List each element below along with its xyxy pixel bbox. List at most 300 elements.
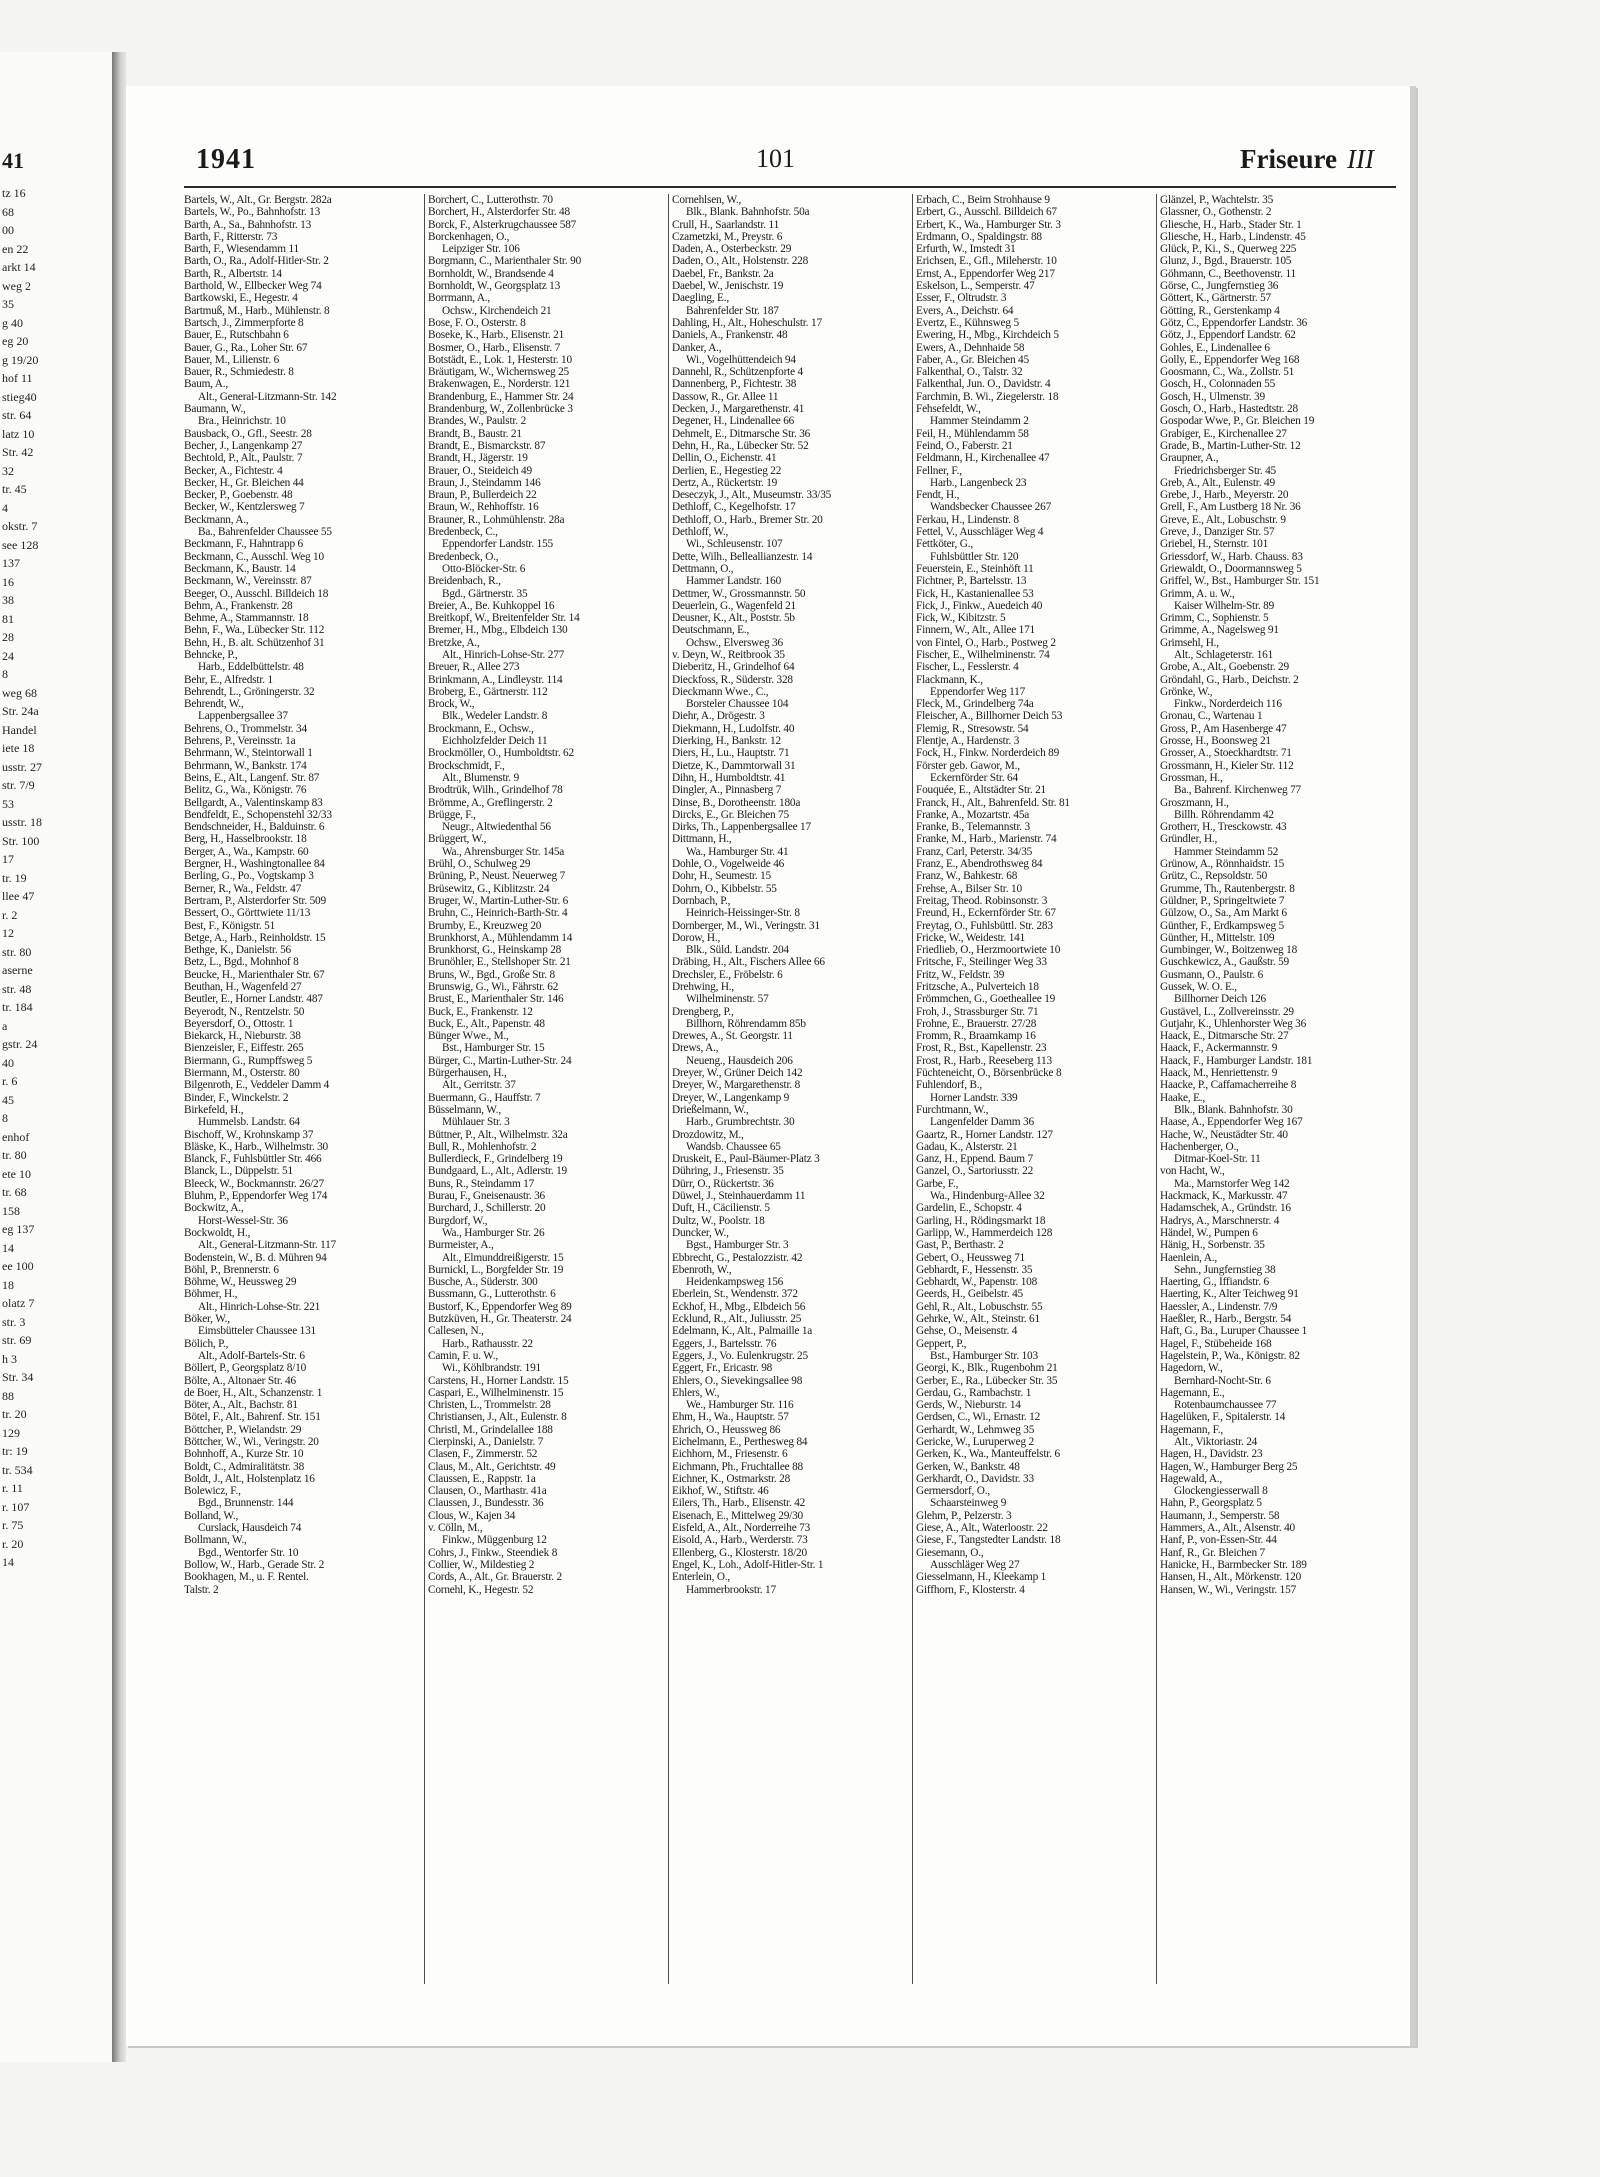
directory-entry: Ewers, A., Dehnhaide 58 bbox=[916, 341, 1025, 354]
directory-entry: Händel, W., Pumpen 6 bbox=[1160, 1226, 1258, 1239]
directory-entry: Blk., Blank. Bahnhofstr. 50a bbox=[686, 206, 810, 219]
directory-entry: Dreyer, W., Langenkamp 9 bbox=[672, 1091, 790, 1104]
directory-entry: Günther, H., Mittelstr. 109 bbox=[1160, 931, 1275, 944]
directory-entry: Dahling, H., Alt., Hoheschulstr. 17 bbox=[672, 316, 822, 329]
left-page-line: r. 11 bbox=[2, 1481, 23, 1495]
directory-entry: Bornholdt, W., Brandsende 4 bbox=[428, 267, 554, 280]
directory-entry: Haack, E., Ditmarsche Str. 27 bbox=[1160, 1030, 1289, 1043]
left-page-line: latz 10 bbox=[2, 426, 35, 441]
directory-entry: Wa., Hamburger Str. 26 bbox=[442, 1226, 545, 1239]
directory-entry: Gründler, H., bbox=[1160, 833, 1218, 846]
directory-entry: Grütz, C., Repsoldstr. 50 bbox=[1160, 870, 1268, 883]
left-page-line: ee 100 bbox=[2, 1259, 34, 1273]
directory-entry: Grossmann, H., Kieler Str. 112 bbox=[1160, 759, 1294, 772]
directory-entry: Brüggert, W., bbox=[428, 833, 487, 846]
directory-entry: Alt., Gerritstr. 37 bbox=[442, 1079, 516, 1092]
directory-entry: Hummelsb. Landstr. 64 bbox=[198, 1116, 300, 1129]
directory-entry: Bustorf, K., Eppendorfer Weg 89 bbox=[428, 1300, 572, 1313]
left-page-line: weg 68 bbox=[2, 685, 37, 700]
directory-entry: Giese, F., Tangstedter Landstr. 18 bbox=[916, 1534, 1061, 1547]
directory-entry: Daebel, Fr., Bankstr. 2a bbox=[672, 267, 774, 280]
directory-entry: Kaiser Wilhelm-Str. 89 bbox=[1174, 599, 1275, 612]
directory-entry: Haft, G., Ba., Luruper Chaussee 1 bbox=[1160, 1325, 1308, 1338]
left-page-line: Str. 42 bbox=[2, 445, 34, 459]
directory-entry: Wilhelminenstr. 57 bbox=[686, 993, 769, 1006]
directory-entry: Hagelüken, F., Spitalerstr. 14 bbox=[1160, 1411, 1286, 1424]
directory-entry: Diekmann, H., Ludolfstr. 40 bbox=[672, 722, 795, 735]
directory-entry: Friedlieb, O., Herzmoortwiete 10 bbox=[916, 944, 1061, 957]
directory-entry: Busche, A., Süderstr. 300 bbox=[428, 1276, 538, 1289]
directory-entry: Bst., Hamburger Str. 15 bbox=[442, 1042, 545, 1055]
directory-entry: Drechsler, E., Fröbelstr. 6 bbox=[672, 968, 783, 981]
directory-entry: Gehse, O., Meisenstr. 4 bbox=[916, 1325, 1018, 1338]
directory-entry: Franz, E., Abendrothsweg 84 bbox=[916, 858, 1043, 871]
directory-entry: Ehlers, W., bbox=[672, 1386, 720, 1399]
directory-entry: Finkw., Norderdeich 116 bbox=[1174, 698, 1282, 711]
directory-entry: Gardelin, E., Schopstr. 4 bbox=[916, 1202, 1022, 1215]
directory-entry: Brauner, R., Lohmühlenstr. 28a bbox=[428, 513, 565, 526]
directory-entry: Boldt, J., Alt., Holstenplatz 16 bbox=[184, 1472, 315, 1485]
directory-entry: Finnern, W., Alt., Allee 171 bbox=[916, 624, 1035, 637]
column-divider bbox=[1156, 194, 1157, 1984]
directory-entry: Wi., Schleusenstr. 107 bbox=[686, 538, 783, 551]
directory-entry: Neugr., Altwiedenthal 56 bbox=[442, 821, 551, 834]
directory-entry: Dreyer, W., Margarethenstr. 8 bbox=[672, 1079, 801, 1092]
directory-entry: Baumann, W., bbox=[184, 403, 246, 416]
directory-entry: Ma., Marnstorfer Weg 142 bbox=[1174, 1177, 1290, 1190]
directory-entry: Freytag, O., Fuhlsbüttl. Str. 283 bbox=[916, 919, 1053, 932]
directory-entry: Curslack, Hausdeich 74 bbox=[198, 1522, 302, 1535]
directory-entry: Franke, B., Telemannstr. 3 bbox=[916, 821, 1030, 834]
directory-entry: Barth, R., Albertstr. 14 bbox=[184, 267, 282, 280]
directory-entry: Drewes, A., St. Georgstr. 11 bbox=[672, 1030, 793, 1043]
directory-entry: Gliesche, H., Harb., Stader Str. 1 bbox=[1160, 218, 1302, 231]
directory-entry: Büsselmann, W., bbox=[428, 1103, 501, 1116]
directory-entry: Bertram, P., Alsterdorfer Str. 509 bbox=[184, 894, 326, 907]
directory-entry: Best, F., Königstr. 51 bbox=[184, 919, 276, 932]
left-page-line: olatz 7 bbox=[2, 1296, 35, 1310]
left-page-line: ete 10 bbox=[2, 1166, 31, 1181]
directory-entry: Bgd., Wentorfer Str. 10 bbox=[198, 1546, 299, 1559]
directory-entry: Berg, H., Hasselbrookstr. 18 bbox=[184, 833, 307, 846]
directory-entry: v. Cölln, M., bbox=[428, 1522, 483, 1535]
directory-entry: Eilers, Th., Harb., Elisenstr. 42 bbox=[672, 1497, 806, 1510]
directory-entry: Hackmack, K., Markusstr. 47 bbox=[1160, 1190, 1288, 1203]
directory-entry: Franck, H., Alt., Bahrenfeld. Str. 81 bbox=[916, 796, 1070, 809]
left-page-line: 4 bbox=[2, 500, 8, 515]
directory-entry: Dieckfoss, R., Süderstr. 328 bbox=[672, 673, 793, 686]
directory-entry: Behrmann, W., Bankstr. 174 bbox=[184, 759, 307, 772]
directory-entry: Heidenkampsweg 156 bbox=[686, 1276, 784, 1289]
directory-entry: Flemig, R., Stresowstr. 54 bbox=[916, 722, 1029, 735]
directory-entry: Bosmer, O., Harb., Elisenstr. 7 bbox=[428, 341, 561, 354]
directory-entry: Camin, F. u. W., bbox=[428, 1349, 498, 1362]
directory-entry: Hammer Landstr. 160 bbox=[686, 575, 782, 588]
directory-entry: Böhmer, H., bbox=[184, 1288, 238, 1301]
directory-entry: Brunkhorst, G., Heinskamp 28 bbox=[428, 944, 562, 957]
directory-entry: Deuerlein, G., Wagenfeld 21 bbox=[672, 599, 796, 612]
left-page-line: 35 bbox=[2, 297, 14, 311]
left-page-line: okstr. 7 bbox=[2, 519, 38, 533]
directory-entry: Wa., Hindenburg-Allee 32 bbox=[930, 1190, 1045, 1203]
left-page-line: str. 64 bbox=[2, 408, 32, 422]
directory-entry: Garling, H., Rödingsmarkt 18 bbox=[916, 1214, 1046, 1227]
directory-entry: Dethloff, W., bbox=[672, 526, 729, 539]
directory-entry: Collier, W., Mildestieg 2 bbox=[428, 1558, 535, 1571]
directory-entry: Bst., Hamburger Str. 103 bbox=[930, 1349, 1038, 1362]
directory-entry: Barth, F., Ritterstr. 73 bbox=[184, 230, 278, 243]
directory-entry: Grosser, A., Stoeckhardtstr. 71 bbox=[1160, 747, 1292, 760]
directory-entry: Hagen, W., Hamburger Berg 25 bbox=[1160, 1460, 1298, 1473]
directory-entry: Brockschmidt, F., bbox=[428, 759, 505, 772]
directory-entry: Enterlein, O., bbox=[672, 1571, 731, 1584]
directory-entry: Grotherr, H., Tresckowstr. 43 bbox=[1160, 821, 1287, 834]
directory-entry: Gosch, O., Harb., Hastedtstr. 28 bbox=[1160, 403, 1298, 416]
left-page-line: 18 bbox=[2, 1277, 14, 1292]
directory-entry: Brauer, O., Steideich 49 bbox=[428, 464, 532, 477]
directory-entry: Grimsehl, H., bbox=[1160, 636, 1219, 649]
directory-entry: Eckernförder Str. 64 bbox=[930, 771, 1018, 784]
directory-entry: Fleck, M., Grindelberg 74a bbox=[916, 698, 1034, 711]
directory-entry: Gerken, W., Bankstr. 48 bbox=[916, 1460, 1020, 1473]
directory-entry: Groszmann, H., bbox=[1160, 796, 1229, 809]
directory-entry: Heinrich-Heissinger-Str. 8 bbox=[686, 907, 800, 920]
directory-entry: Frohne, E., Brauerstr. 27/28 bbox=[916, 1017, 1037, 1030]
directory-entry: Eggers, J., Vo. Eulenkrugstr. 25 bbox=[672, 1349, 808, 1362]
directory-entry: Dühring, J., Friesenstr. 35 bbox=[672, 1165, 784, 1178]
directory-entry: Dieberitz, H., Grindelhof 64 bbox=[672, 661, 795, 674]
directory-entry: Harb., Langenbeck 23 bbox=[930, 476, 1027, 489]
directory-entry: Giesselmann, H., Kleekamp 1 bbox=[916, 1571, 1047, 1584]
directory-entry: Wandsbecker Chaussee 267 bbox=[930, 501, 1052, 514]
directory-entry: Gosch, H., Colonnaden 55 bbox=[1160, 378, 1276, 391]
left-page-line: Handel bbox=[2, 722, 37, 737]
directory-entry: Bendschneider, H., Balduinstr. 6 bbox=[184, 821, 325, 834]
directory-entry: Daden, O., Alt., Holstenstr. 228 bbox=[672, 255, 809, 268]
directory-column-4 bbox=[916, 194, 1152, 1984]
directory-entry: Fromm, R., Braamkamp 16 bbox=[916, 1030, 1036, 1043]
directory-entry: Wi., Vogelhüttendeich 94 bbox=[686, 353, 796, 366]
directory-entry: Franke, M., Harb., Marienstr. 74 bbox=[916, 833, 1057, 846]
directory-entry: Beckmann, W., Vereinsstr. 87 bbox=[184, 575, 312, 588]
left-page-line: 8 bbox=[2, 1111, 8, 1125]
directory-entry: Daebel, W., Jenischstr. 19 bbox=[672, 280, 784, 293]
directory-entry: Beckmann, K., Baustr. 14 bbox=[184, 562, 296, 575]
directory-page bbox=[126, 86, 1416, 2046]
directory-entry: Alt., Schlageterstr. 161 bbox=[1174, 648, 1274, 661]
directory-entry: Dirks, Th., Lappenbergsallee 17 bbox=[672, 821, 811, 834]
directory-entry: Göttert, K., Gärtnerstr. 57 bbox=[1160, 292, 1271, 305]
directory-entry: Bornholdt, W., Georgsplatz 13 bbox=[428, 280, 561, 293]
directory-entry: Gutjahr, K., Uhlenhorster Weg 36 bbox=[1160, 1017, 1307, 1030]
directory-entry: Griffel, W., Bst., Hamburger Str. 151 bbox=[1160, 575, 1320, 588]
directory-entry: Gerds, W., Nieburstr. 14 bbox=[916, 1399, 1021, 1412]
directory-entry: Hagel, F., Stübeheide 168 bbox=[1160, 1337, 1272, 1350]
directory-entry: Gehrke, W., Alt., Steinstr. 61 bbox=[916, 1313, 1040, 1326]
directory-entry: Eimsbütteler Chaussee 131 bbox=[198, 1325, 316, 1338]
directory-entry: Bethge, K., Danielstr. 56 bbox=[184, 944, 292, 957]
directory-entry: Dultz, W., Poolstr. 18 bbox=[672, 1214, 765, 1227]
directory-entry: Dehn, H., Ra., Lübecker Str. 52 bbox=[672, 439, 809, 452]
directory-entry: Bötel, F., Alt., Bahrenf. Str. 151 bbox=[184, 1411, 321, 1424]
directory-entry: Dornbach, P., bbox=[672, 894, 731, 907]
directory-entry: Brandt, E., Bismarckstr. 87 bbox=[428, 439, 546, 452]
directory-entry: Beckmann, A., bbox=[184, 513, 249, 526]
directory-entry: Horst-Wessel-Str. 36 bbox=[198, 1214, 288, 1227]
left-page-fragment bbox=[0, 52, 114, 2062]
directory-entry: Bauer, E., Rutschbahn 6 bbox=[184, 329, 289, 342]
directory-entry: Gröndahl, G., Harb., Deichstr. 2 bbox=[1160, 673, 1299, 686]
directory-entry: Göhmann, C., Beethovenstr. 11 bbox=[1160, 267, 1296, 280]
directory-entry: Bausback, O., Gfl., Seestr. 28 bbox=[184, 427, 312, 440]
directory-entry: Braun, P., Bullerdeich 22 bbox=[428, 489, 537, 502]
directory-entry: Borck, F., Alsterkrugchaussee 587 bbox=[428, 218, 577, 231]
directory-entry: Franz, W., Bahkestr. 68 bbox=[916, 870, 1018, 883]
directory-entry: Mühlauer Str. 3 bbox=[442, 1116, 510, 1129]
directory-entry: Haack, M., Henriettenstr. 9 bbox=[1160, 1067, 1278, 1080]
directory-entry: Bechtold, P., Alt., Paulstr. 7 bbox=[184, 452, 303, 465]
directory-entry: Brust, E., Marienthaler Str. 146 bbox=[428, 993, 564, 1006]
directory-entry: Düwel, J., Steinhauerdamm 11 bbox=[672, 1190, 806, 1203]
directory-entry: Eisfeld, A., Alt., Norderreihe 73 bbox=[672, 1522, 811, 1535]
directory-entry: Billh. Röhrendamm 42 bbox=[1174, 808, 1274, 821]
directory-entry: Bartels, W., Po., Bahnhofstr. 13 bbox=[184, 206, 321, 219]
directory-entry: Flackmann, K., bbox=[916, 673, 983, 686]
directory-entry: Friedrichsberger Str. 45 bbox=[1174, 464, 1276, 477]
left-page-line: en 22 bbox=[2, 241, 29, 256]
directory-entry: Bauer, R., Schmiedestr. 8 bbox=[184, 366, 294, 379]
page-header bbox=[196, 144, 1386, 180]
directory-entry: Drehwing, H., bbox=[672, 981, 735, 993]
directory-entry: Dittmann, H., bbox=[672, 833, 732, 846]
directory-entry: Fuhlsbüttler Str. 120 bbox=[930, 550, 1019, 563]
directory-entry: Bockwitz, A., bbox=[184, 1202, 244, 1215]
directory-entry: Fricke, W., Weidestr. 141 bbox=[916, 931, 1026, 944]
directory-entry: Druskeit, E., Paul-Bäumer-Platz 3 bbox=[672, 1153, 820, 1166]
directory-entry: Alt., Elmunddreißigerstr. 15 bbox=[442, 1251, 564, 1264]
left-page-line: str. 48 bbox=[2, 981, 32, 996]
left-page-lines bbox=[0, 184, 112, 1572]
left-page-line: r. 6 bbox=[2, 1074, 18, 1088]
directory-entry: Burnickl, L., Borgfelder Str. 19 bbox=[428, 1263, 564, 1276]
directory-entry: Billhorn, Röhrendamm 85b bbox=[686, 1017, 806, 1030]
left-page-line: h 3 bbox=[2, 1351, 17, 1366]
directory-entry: Gosch, H., Ulmenstr. 39 bbox=[1160, 390, 1265, 403]
directory-entry: Ecklund, R., Alt., Juliusstr. 25 bbox=[672, 1313, 802, 1326]
directory-entry: Bilgenroth, E., Veddeler Damm 4 bbox=[184, 1079, 330, 1092]
left-page-line: Str. 24a bbox=[2, 704, 39, 718]
left-page-line: 88 bbox=[2, 1388, 14, 1403]
left-page-line: 00 bbox=[2, 223, 14, 237]
directory-entry: Bollmann, W., bbox=[184, 1534, 247, 1547]
directory-entry: Ehm, H., Wa., Hauptstr. 57 bbox=[672, 1411, 789, 1424]
directory-entry: Beuthan, H., Wagenfeld 27 bbox=[184, 981, 302, 993]
directory-entry: Danker, A., bbox=[672, 341, 722, 354]
directory-entry: Bernhard-Nocht-Str. 6 bbox=[1174, 1374, 1271, 1387]
directory-entry: Blanck, L., Düppelstr. 51 bbox=[184, 1165, 293, 1178]
directory-entry: Bürger, C., Martin-Luther-Str. 24 bbox=[428, 1054, 572, 1067]
directory-entry: Bahrenfelder Str. 187 bbox=[686, 304, 779, 317]
directory-entry: Dettmann, O., bbox=[672, 562, 734, 575]
directory-entry: Bünger Wwe., M., bbox=[428, 1030, 509, 1043]
directory-entry: Gerber, E., Ra., Lübecker Str. 35 bbox=[916, 1374, 1058, 1387]
directory-entry: Eichhorn, M., Friesenstr. 6 bbox=[672, 1448, 788, 1461]
left-page-line: 45 bbox=[2, 1092, 14, 1107]
directory-entry: Böhl, P., Brennerstr. 6 bbox=[184, 1263, 279, 1276]
directory-entry: Derlien, E., Hegestieg 22 bbox=[672, 464, 782, 477]
directory-entry: Franz, Carl, Peterstr. 34/35 bbox=[916, 845, 1033, 858]
directory-entry: Becker, P., Goebenstr. 48 bbox=[184, 489, 293, 502]
left-page-line: usstr. 18 bbox=[2, 815, 43, 829]
directory-entry: Böllert, P., Georgsplatz 8/10 bbox=[184, 1362, 307, 1375]
directory-entry: Bölte, A., Altonaer Str. 46 bbox=[184, 1374, 296, 1387]
directory-entry: Dierking, H., Bankstr. 12 bbox=[672, 735, 781, 748]
left-page-line: 28 bbox=[2, 630, 14, 644]
directory-entry: Dietze, K., Dammtorwall 31 bbox=[672, 759, 796, 772]
directory-entry: Gumbinger, W., Boitzenweg 18 bbox=[1160, 944, 1298, 957]
directory-entry: Deseczyk, J., Alt., Museumstr. 33/35 bbox=[672, 489, 832, 502]
directory-entry: Eisold, A., Harb., Werderstr. 73 bbox=[672, 1534, 808, 1547]
left-page-line: 14 bbox=[2, 1240, 14, 1255]
left-page-line: Str. 100 bbox=[2, 833, 40, 848]
directory-entry: Griessdorf, W., Harb. Chauss. 83 bbox=[1160, 550, 1303, 563]
directory-entry: Frehse, A., Bilser Str. 10 bbox=[916, 882, 1022, 895]
directory-entry: de Boer, H., Alt., Schanzenstr. 1 bbox=[184, 1386, 323, 1399]
directory-entry: Feldmann, H., Kirchenallee 47 bbox=[916, 452, 1050, 465]
directory-entry: Claussen, J., Bundesstr. 36 bbox=[428, 1497, 544, 1510]
directory-entry: Bläske, K., Harb., Wilhelmstr. 30 bbox=[184, 1140, 328, 1153]
directory-entry: Freund, H., Eckernförder Str. 67 bbox=[916, 907, 1056, 920]
left-page-line: 17 bbox=[2, 852, 14, 866]
directory-entry: Brumby, E., Kreuzweg 20 bbox=[428, 919, 542, 932]
directory-entry: Faber, A., Gr. Bleichen 45 bbox=[916, 353, 1029, 366]
directory-entry: Fick, W., Kibitzstr. 5 bbox=[916, 612, 1006, 625]
book-gutter bbox=[112, 52, 126, 2062]
directory-entry: Bartels, W., Alt., Gr. Bergstr. 282a bbox=[184, 194, 332, 206]
directory-entry: Hammers, A., Alt., Alsenstr. 40 bbox=[1160, 1522, 1296, 1535]
directory-entry: Becker, H., Gr. Bleichen 44 bbox=[184, 476, 304, 489]
directory-entry: Dellin, O., Eichenstr. 41 bbox=[672, 452, 777, 465]
directory-entry: Dircks, E., Gr. Bleichen 75 bbox=[672, 808, 789, 821]
directory-entry: Grünow, A., Rönnhaidstr. 15 bbox=[1160, 858, 1285, 871]
directory-entry: Gerhardt, W., Lehmweg 35 bbox=[916, 1423, 1035, 1436]
directory-entry: Eichelmann, E., Perthesweg 84 bbox=[672, 1435, 808, 1448]
column-divider bbox=[424, 194, 425, 1984]
directory-entry: Breidenbach, R., bbox=[428, 575, 501, 588]
directory-entry: Haerting, K., Alter Teichweg 91 bbox=[1160, 1288, 1299, 1301]
directory-entry: Hanf, R., Gr. Bleichen 7 bbox=[1160, 1546, 1266, 1559]
directory-entry: Wi., Köhlbrandstr. 191 bbox=[442, 1362, 542, 1375]
left-page-line: g 40 bbox=[2, 315, 23, 330]
directory-entry: Becker, A., Fichtestr. 4 bbox=[184, 464, 283, 477]
directory-entry: Hammer Steindamm 2 bbox=[930, 415, 1029, 428]
directory-entry: Greb, A., Alt., Eulenstr. 49 bbox=[1160, 476, 1275, 489]
directory-entry: Grossman, H., bbox=[1160, 771, 1223, 784]
left-page-line: str. 80 bbox=[2, 944, 32, 959]
directory-entry: Wandsb. Chaussee 65 bbox=[686, 1140, 781, 1153]
directory-entry: Grimme, A., Nagelsweg 91 bbox=[1160, 624, 1279, 637]
directory-entry: Geppert, P., bbox=[916, 1337, 967, 1350]
directory-entry: Claussen, E., Rappstr. 1a bbox=[428, 1472, 536, 1485]
directory-entry: Bose, F. O., Osterstr. 8 bbox=[428, 316, 526, 329]
directory-entry: Ochsw., Kirchendeich 21 bbox=[442, 304, 552, 317]
directory-entry: Fellner, F., bbox=[916, 464, 962, 477]
left-page-line: tr. 534 bbox=[2, 1462, 33, 1477]
directory-entry: Evertz, E., Kühnsweg 5 bbox=[916, 316, 1019, 329]
directory-column-1 bbox=[184, 194, 420, 1984]
directory-entry: Gerkhardt, O., Davidstr. 33 bbox=[916, 1472, 1034, 1485]
directory-entry: Deutschmann, E., bbox=[672, 624, 750, 637]
directory-entry: Claus, M., Alt., Gerichtstr. 49 bbox=[428, 1460, 556, 1473]
directory-entry: Haeßler, R., Harb., Bergstr. 54 bbox=[1160, 1313, 1292, 1326]
directory-entry: Brandt, B., Baustr. 21 bbox=[428, 427, 522, 440]
directory-entry: Fuhlendorf, B., bbox=[916, 1079, 983, 1092]
directory-entry: Eberlein, St., Wendenstr. 372 bbox=[672, 1288, 798, 1301]
directory-entry: Otto-Blöcker-Str. 6 bbox=[442, 562, 526, 575]
directory-entry: Ba., Bahrenf. Kirchenweg 77 bbox=[1174, 784, 1301, 797]
directory-entry: Bienzeisler, F., Eiffestr. 265 bbox=[184, 1042, 304, 1055]
directory-entry: Glockengiesserwall 8 bbox=[1174, 1485, 1268, 1498]
directory-entry: Borrmann, A., bbox=[428, 292, 491, 305]
directory-entry: Gadau, K., Alsterstr. 21 bbox=[916, 1140, 1018, 1153]
directory-entry: Beyerodt, N., Rentzelstr. 50 bbox=[184, 1005, 305, 1018]
directory-entry: Bischoff, W., Krohnskamp 37 bbox=[184, 1128, 314, 1141]
directory-entry: Flentje, A., Hardenstr. 3 bbox=[916, 735, 1020, 748]
directory-entry: Beyersdorf, O., Ottostr. 1 bbox=[184, 1017, 294, 1030]
header-rule bbox=[184, 186, 1396, 188]
directory-entry: Behrmann, W., Steintorwall 1 bbox=[184, 747, 313, 760]
directory-entry: Bendfeldt, E., Schopenstehl 32/33 bbox=[184, 808, 332, 821]
directory-entry: Berger, A., Wa., Kampstr. 60 bbox=[184, 845, 309, 858]
left-page-line: a bbox=[2, 1018, 8, 1033]
directory-entry: Gross, P., Am Hasenberge 47 bbox=[1160, 722, 1287, 735]
directory-entry: Bartsch, J., Zimmerpforte 8 bbox=[184, 316, 304, 329]
left-page-line: tz 16 bbox=[2, 186, 26, 200]
directory-entry: Blanck, F., Fuhlsbüttler Str. 466 bbox=[184, 1153, 322, 1166]
directory-entry: Buns, R., Steindamm 17 bbox=[428, 1177, 535, 1190]
left-page-line: tr. 184 bbox=[2, 1000, 33, 1014]
directory-entry: Garbe, F., bbox=[916, 1177, 959, 1190]
directory-entry: Buck, E., Alt., Papenstr. 48 bbox=[428, 1017, 545, 1030]
directory-entry: Beutler, E., Horner Landstr. 487 bbox=[184, 993, 323, 1006]
directory-entry: Gerken, K., Wa., Manteuffelstr. 6 bbox=[916, 1448, 1060, 1461]
directory-entry: Czametzki, M., Preystr. 6 bbox=[672, 230, 783, 243]
directory-entry: Duncker, W., bbox=[672, 1226, 729, 1239]
directory-entry: Eisenach, E., Mittelweg 29/30 bbox=[672, 1509, 803, 1522]
directory-entry: Brandenburg, W., Zollenbrücke 3 bbox=[428, 403, 573, 416]
section-title-text: Friseure bbox=[1240, 144, 1338, 174]
left-page-line: tr: 19 bbox=[2, 1444, 28, 1458]
directory-entry: Bartmuß, M., Harb., Mühlenstr. 8 bbox=[184, 304, 330, 317]
directory-entry: Braun, J., Steindamm 146 bbox=[428, 476, 541, 489]
directory-entry: Gericke, W., Luruperweg 2 bbox=[916, 1435, 1034, 1448]
directory-entry: Barth, A., Sa., Bahnhofstr. 13 bbox=[184, 218, 312, 231]
directory-entry: Gussek, W. O. E., bbox=[1160, 981, 1237, 993]
directory-entry: Gebhardt, F., Hessenstr. 35 bbox=[916, 1263, 1033, 1276]
page-number: 101 bbox=[756, 144, 795, 173]
directory-entry: Gülzow, O., Sa., Am Markt 6 bbox=[1160, 907, 1287, 920]
directory-entry: Hagen, H., Davidstr. 23 bbox=[1160, 1448, 1263, 1461]
directory-entry: Belitz, G., Wa., Königstr. 76 bbox=[184, 784, 307, 797]
directory-entry: Frömmchen, G., Goetheallee 19 bbox=[916, 993, 1056, 1006]
left-page-line: g 19/20 bbox=[2, 352, 39, 367]
directory-entry: Dürr, O., Rückertstr. 36 bbox=[672, 1177, 774, 1190]
directory-entry: Dannenberg, P., Fichtestr. 38 bbox=[672, 378, 797, 391]
directory-entry: Christiansen, J., Alt., Eulenstr. 8 bbox=[428, 1411, 567, 1424]
directory-entry: Broberg, E., Gärtnerstr. 112 bbox=[428, 685, 548, 698]
directory-entry: Behme, A., Stammannstr. 18 bbox=[184, 612, 309, 625]
directory-entry: Berling, G., Po., Vogtskamp 3 bbox=[184, 870, 314, 883]
